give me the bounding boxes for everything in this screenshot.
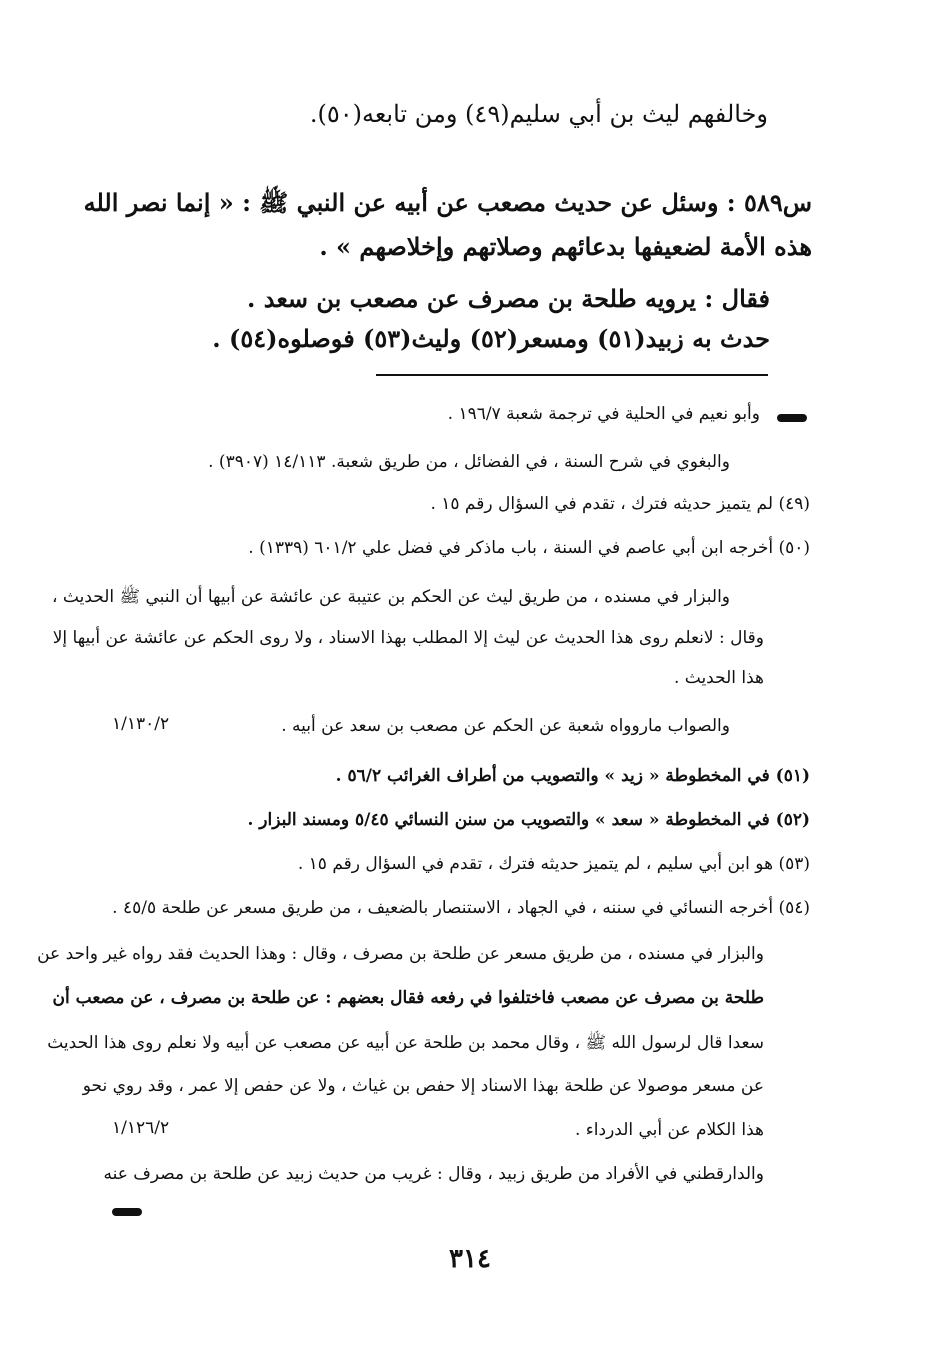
footnote-line: وأبو نعيم في الحلية في ترجمة شعبة ١٩٦/٧ .	[447, 404, 760, 424]
footnote-line: والبزار في مسنده ، من طريق مسعر عن طلحة بن مصرف ، وقال : وهذا الحديث فقد رواه غير واحد عن	[37, 944, 764, 964]
footnote-separator	[376, 374, 768, 376]
question-text-line: هذه الأمة لضعيفها بدعائهم وصلاتهم وإخلاصهم » .	[319, 232, 812, 261]
footnote-line: والدارقطني في الأفراد من طريق زبيد ، وقال : غريب من حديث زبيد عن طلحة بن مصرف عنه	[103, 1164, 764, 1184]
footnote-line: وقال : لانعلم روى هذا الحديث عن ليث إلا المطلب بهذا الاسناد ، ولا روى الحكم عن عائشة عن أبيها إلا	[52, 628, 764, 648]
manuscript-reference: ١/١٣٠/٢	[112, 714, 170, 734]
footnote-line: سعدا قال لرسول الله ﷺ ، وقال محمد بن طلحة عن أبيه عن مصعب عن أبيه ولا نعلم روى هذا الحديث	[47, 1033, 764, 1053]
manuscript-reference: ١/١٢٦/٢	[112, 1118, 170, 1138]
question-heading-line: س٥٨٩ : وسئل عن حديث مصعب عن أبيه عن النبي ﷺ : « إنما نصر الله	[83, 188, 812, 217]
footnote-line: هذا الحديث .	[673, 668, 764, 688]
footnote-line: طلحة بن مصرف عن مصعب فاختلفوا في رفعه فقال بعضهم : عن طلحة بن مصرف ، عن مصعب أن	[52, 988, 764, 1008]
footnote-line: (٤٩) لم يتميز حديثه فترك ، تقدم في السؤال رقم ١٥ .	[430, 494, 810, 514]
continuation-arrow-icon	[777, 414, 807, 422]
answer-text-line: فقال : يرويه طلحة بن مصرف عن مصعب بن سعد .	[247, 284, 770, 313]
footnote-line: (٥٠) أخرجه ابن أبي عاصم في السنة ، باب ماذكر في فضل علي ٦٠١/٢ (١٣٣٩) .	[248, 538, 810, 558]
footnote-line: (٥٤) أخرجه النسائي في سننه ، في الجهاد ، الاستنصار بالضعيف ، من طريق مسعر عن طلحة ٤٥/٥ .	[112, 898, 810, 918]
page-number: ٣١٤	[449, 1244, 491, 1274]
footnote-line: عن مسعر موصولا عن طلحة بهذا الاسناد إلا حفص بن غياث ، ولا عن حفص إلا عمر ، وقد روي نحو	[82, 1076, 764, 1096]
footnote-line: هذا الكلام عن أبي الدرداء .	[574, 1120, 764, 1140]
footnote-line: والصواب ماروواه شعبة عن الحكم عن مصعب بن سعد عن أبيه .	[281, 716, 730, 736]
footnote-line: والبزار في مسنده ، من طريق ليث عن الحكم بن عتيبة عن عائشة عن أبيها أن النبي ﷺ الحديث ،	[52, 587, 730, 607]
footnote-line: (٥٣) هو ابن أبي سليم ، لم يتميز حديثه فترك ، تقدم في السؤال رقم ١٥ .	[297, 854, 810, 874]
footnote-line: والبغوي في شرح السنة ، في الفضائل ، من طريق شعبة. ١٤/١١٣ (٣٩٠٧) .	[208, 452, 730, 472]
footnote-line: (٥٢) في المخطوطة « سعد » والتصويب من سنن النسائي ٥/٤٥ ومسند البزار .	[247, 810, 810, 830]
answer-text-line: حدث به زبيد(٥١) ومسعر(٥٢) وليث(٥٣) فوصلوه(٥٤) .	[212, 324, 770, 353]
footnote-line: (٥١) في المخطوطة « زيد » والتصويب من أطراف الغرائب ٥٦/٢ .	[335, 766, 810, 786]
main-text-line: وخالفهم ليث بن أبي سليم(٤٩) ومن تابعه(٥٠).	[309, 100, 768, 128]
continuation-arrow-icon	[112, 1208, 142, 1216]
